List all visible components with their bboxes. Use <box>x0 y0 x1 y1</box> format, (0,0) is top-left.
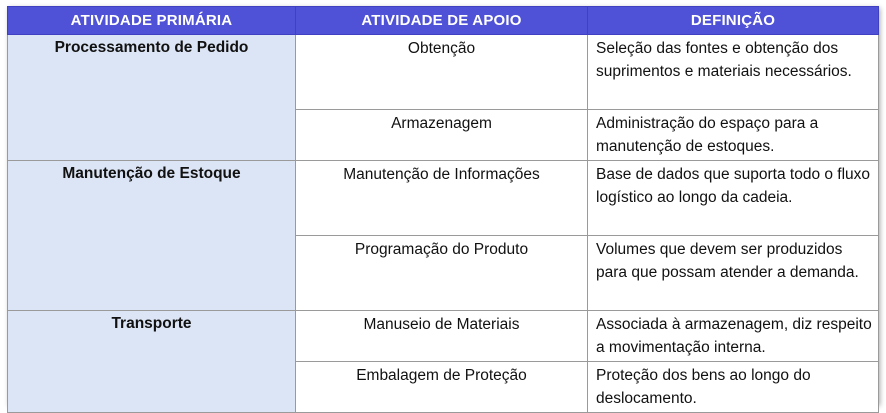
primary-activity-cell: Processamento de Pedido <box>8 35 296 161</box>
support-activity-cell: Embalagem de Proteção <box>296 362 588 413</box>
definition-cell: Volumes que devem ser produzidos para que possam atender a demanda. <box>588 236 879 311</box>
primary-activity-cell: Transporte <box>8 311 296 413</box>
support-activity-cell: Programação do Produto <box>296 236 588 311</box>
table-row <box>8 311 879 362</box>
header-definition: DEFINIÇÃO <box>588 7 879 35</box>
definition-cell: Associada à armazenagem, diz respeito a movimentação interna. <box>588 311 879 362</box>
activities-table-container <box>7 6 878 407</box>
support-activity-cell: Obtenção <box>296 35 588 110</box>
header-support-activity: ATIVIDADE DE APOIO <box>296 7 588 35</box>
primary-activity-cell: Manutenção de Estoque <box>8 161 296 311</box>
activities-table <box>7 6 879 413</box>
support-activity-cell: Armazenagem <box>296 110 588 161</box>
definition-cell: Base de dados que suporta todo o fluxo logístico ao longo da cadeia. <box>588 161 879 236</box>
table-row <box>8 161 879 236</box>
header-primary-activity: ATIVIDADE PRIMÁRIA <box>8 7 296 35</box>
definition-cell: Seleção das fontes e obtenção dos suprimentos e materiais necessários. <box>588 35 879 110</box>
table-row <box>8 35 879 110</box>
support-activity-cell: Manutenção de Informações <box>296 161 588 236</box>
definition-cell: Administração do espaço para a manutenção de estoques. <box>588 110 879 161</box>
definition-cell: Proteção dos bens ao longo do deslocamento. <box>588 362 879 413</box>
header-row <box>8 7 879 35</box>
support-activity-cell: Manuseio de Materiais <box>296 311 588 362</box>
